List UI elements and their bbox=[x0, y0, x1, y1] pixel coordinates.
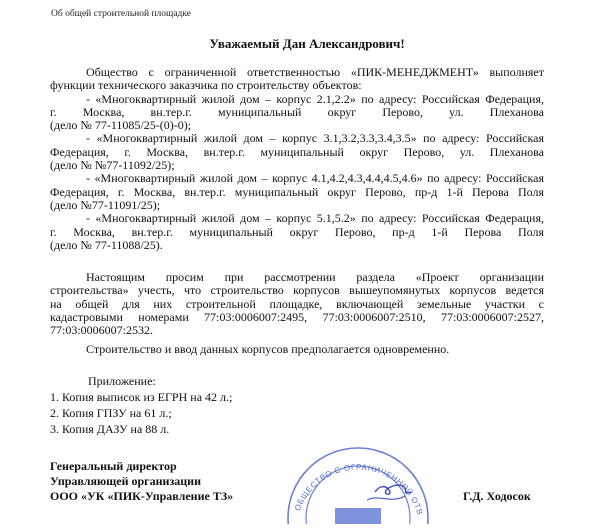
signatory-position-1: Генеральный директор bbox=[50, 459, 177, 473]
object-4-line-1: - «Многоквартирный жилой дом – корпус 5.1,5.2» по адресу: Российская Федерация, bbox=[86, 211, 544, 226]
object-4-line-3: (дело № 77-11088/25). bbox=[50, 237, 163, 252]
signatory-name: Г.Д. Ходосок bbox=[463, 489, 531, 503]
object-4-line-2: г. Москва, вн.тер.г. муниципальный округ Перово, пр-д 1-й Перова Поля bbox=[50, 224, 544, 239]
simultaneous-text: Строительство и ввод данных корпусов предполагается одновременно. bbox=[86, 342, 450, 356]
appendix-item: 2. Копия ГПЗУ на 61 л.; bbox=[50, 406, 172, 420]
simultaneous-section bbox=[50, 343, 544, 356]
request-line-1: Настоящим просим при рассмотрении раздела «Проект организации bbox=[86, 270, 544, 284]
object-1-line-2: г. Москва, вн.тер.г. муниципальный округ Перово, ул. Плеханова bbox=[50, 104, 544, 119]
intro-line-1: Общество с ограниченной ответственностью «ПИК-МЕНЕДЖМЕНТ» выполняет bbox=[86, 65, 544, 79]
signatory-position-3: ООО «УК «ПИК-Управление ТЗ» bbox=[50, 489, 234, 503]
object-1-line-1: - «Многоквартирный жилой дом – корпус 2.1,2.2» по адресу: Российская Федерация, bbox=[86, 91, 544, 106]
request-line-4: кадастровыми номерами 77:03:0006007:2495, 77:03:0006007:2510, 77:03:0006007:2527, bbox=[50, 309, 544, 324]
request-line-2: строительства» учесть, что строительство корпусов вышеупомянутых корпусов ведется bbox=[50, 283, 544, 298]
stamp-seal-icon bbox=[283, 434, 433, 524]
appendix-item: 1. Копия выписок из ЕГРН на 42 л.; bbox=[50, 390, 233, 404]
request-line-5: 77:03:0006007:2532. bbox=[50, 323, 154, 338]
object-2-line-3: (дело № №77-11092/25); bbox=[50, 158, 175, 173]
object-2-line-2: Федерация, г. Москва, вн.тер.г. муниципальный округ Перово, ул. Плеханова bbox=[50, 144, 544, 159]
object-3-line-3: (дело №77-11091/25); bbox=[50, 197, 161, 212]
appendix-item: 3. Копия ДАЗУ на 88 л. bbox=[50, 422, 170, 436]
intro-line-2: функции технического заказчика по строительству объектов: bbox=[50, 78, 362, 93]
appendix-list bbox=[50, 389, 232, 437]
object-3-line-2: Федерация, г. Москва, вн.тер.г. муниципальный округ Перово, пр-д 1-й Перова Поля bbox=[50, 184, 544, 199]
greeting: Уважаемый Дан Александрович! bbox=[209, 36, 405, 51]
object-1-line-3: (дело № 77-11085/25-(0)-0); bbox=[50, 118, 192, 133]
company-stamp bbox=[283, 434, 433, 529]
intro-section bbox=[50, 66, 544, 252]
svg-text:ОБЩЕСТВО С ОГРАНИЧЕННОЙ ОТВЕТС: ОБЩЕСТВО С ОГРАНИЧЕННОЙ ОТВ bbox=[292, 462, 425, 517]
document-subject: Об общей строительной площадке bbox=[51, 9, 191, 19]
signatory-position-2: Управляющей организации bbox=[50, 474, 202, 488]
object-2-line-1: - «Многоквартирный жилой дом – корпус 3.1,3.2,3.3,3.4,3.5» по адресу: Российская bbox=[86, 131, 544, 146]
object-3-line-1: - «Многоквартирный жилой дом – корпус 4.1,4.2,4.3,4.4,4.5,4.6» по адресу: Российская bbox=[86, 171, 544, 186]
request-section bbox=[50, 271, 544, 337]
signatory-block bbox=[50, 459, 233, 504]
request-line-3: на общей для них строительной площадке, включающей земельные участки с bbox=[50, 296, 544, 311]
appendix-title: Приложение: bbox=[88, 374, 156, 388]
